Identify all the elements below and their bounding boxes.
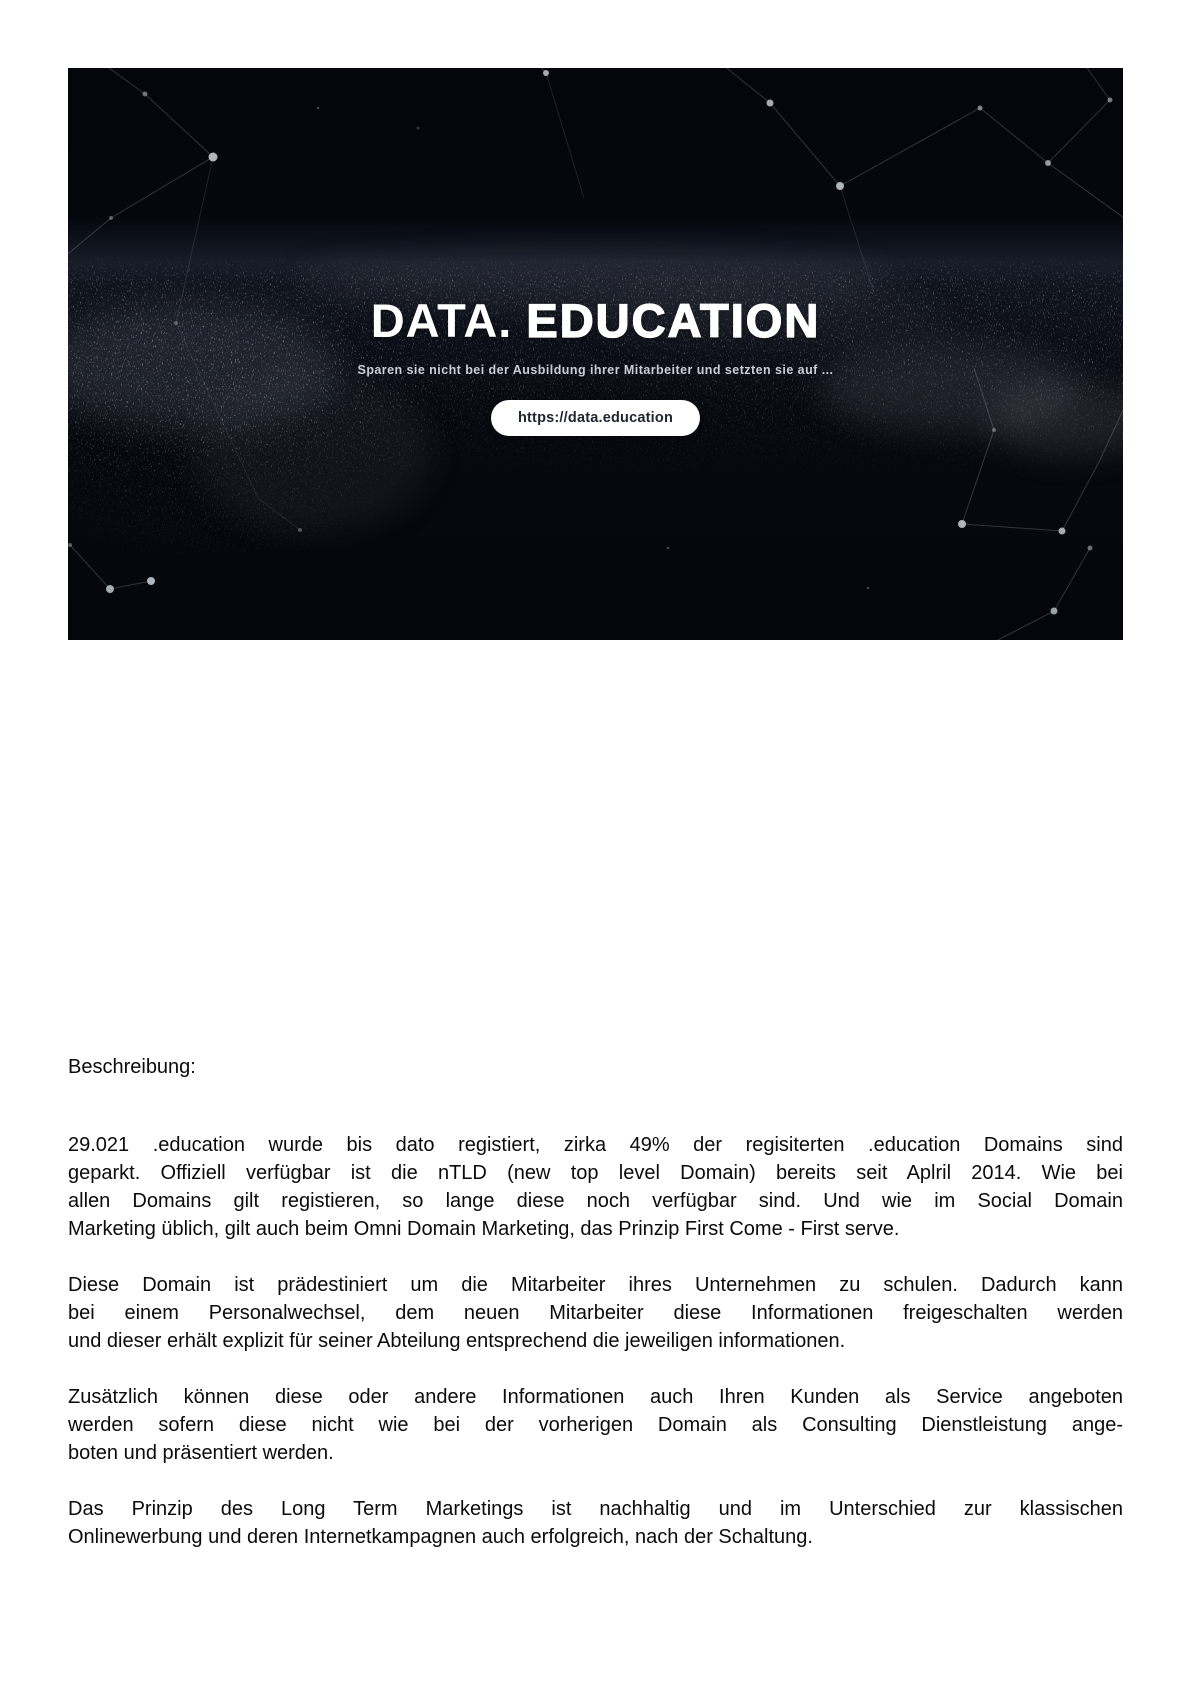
hero-banner <box>68 68 1123 640</box>
paragraph-line: bei einem Personalwechsel, dem neuen Mitarbeiter diese Informationen freigeschalten werden <box>68 1302 1123 1324</box>
paragraph <box>68 1495 1123 1551</box>
paragraph-line: allen Domains gilt registieren, so lange diese noch verfügbar sind. Und wie im Social Domain <box>68 1190 1123 1212</box>
paragraph-line: Marketing üblich, gilt auch beim Omni Domain Marketing, das Prinzip First Come - First serve. <box>68 1218 900 1240</box>
description-paragraphs <box>68 1131 1123 1551</box>
paragraph-line: Das Prinzip des Long Term Marketings ist nachhaltig und im Unterschied zur klassischen <box>68 1498 1123 1520</box>
domain-url-pill[interactable]: https://data.education <box>491 400 700 436</box>
paragraph-line: und dieser erhält explizit für seiner Abteilung entsprechend die jeweiligen informationen. <box>68 1330 846 1352</box>
hero-title-part1: DATA. <box>370 294 513 347</box>
paragraph <box>68 1383 1123 1467</box>
paragraph-line: boten und präsentiert werden. <box>68 1442 334 1464</box>
hero-title <box>68 296 1123 345</box>
paragraph-line: werden sofern diese nicht wie bei der vorherigen Domain als Consulting Dienstleistung ange- <box>68 1414 1123 1436</box>
hero-content <box>68 296 1123 436</box>
description-section <box>68 1053 1123 1579</box>
paragraph-line: Onlinewerbung und deren Internetkampagnen auch erfolgreich, nach der Schaltung. <box>68 1526 813 1548</box>
paragraph <box>68 1271 1123 1355</box>
paragraph <box>68 1131 1123 1243</box>
paragraph-line: geparkt. Offiziell verfügbar ist die nTLD (new top level Domain) bereits seit Aplril 2014. Wie bei <box>68 1162 1123 1184</box>
hero-title-part2: EDUCATION <box>526 294 821 347</box>
description-heading: Beschreibung: <box>68 1056 196 1078</box>
paragraph-line: 29.021 .education wurde bis dato registiert, zirka 49% der regisiterten .education Domains sind <box>68 1134 1123 1156</box>
paragraph-line: Diese Domain ist prädestiniert um die Mitarbeiter ihres Unternehmen zu schulen. Dadurch kann <box>68 1274 1123 1296</box>
paragraph-line: Zusätzlich können diese oder andere Informationen auch Ihren Kunden als Service angeboten <box>68 1386 1123 1408</box>
hero-subtitle: Sparen sie nicht bei der Ausbildung ihrer Mitarbeiter und setzten sie auf ... <box>357 363 834 378</box>
